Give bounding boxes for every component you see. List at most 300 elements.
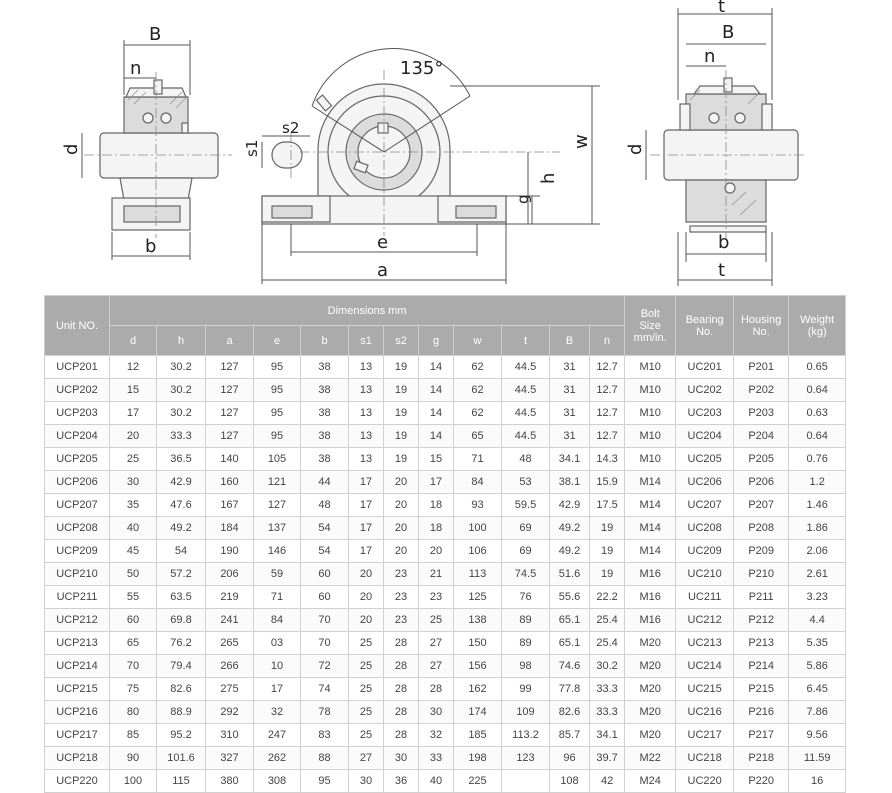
header-dimensions: Dimensions mm [110, 296, 625, 326]
table-cell: 72 [301, 655, 349, 678]
table-cell: M14 [625, 471, 676, 494]
table-cell: 16 [789, 770, 846, 793]
table-cell: 185 [454, 724, 502, 747]
table-cell: 78 [301, 701, 349, 724]
table-cell: 35 [110, 494, 157, 517]
table-cell: 113 [454, 563, 502, 586]
table-cell: P211 [734, 586, 789, 609]
table-cell: 127 [206, 425, 254, 448]
table-cell: 44.5 [502, 379, 550, 402]
table-cell: 60 [110, 609, 157, 632]
table-cell: 25 [349, 632, 384, 655]
table-cell: UC202 [676, 379, 734, 402]
table-cell: P212 [734, 609, 789, 632]
table-cell: 69 [502, 540, 550, 563]
table-cell: P204 [734, 425, 789, 448]
table-cell: 140 [206, 448, 254, 471]
table-cell: P220 [734, 770, 789, 793]
table-cell: 0.64 [789, 379, 846, 402]
table-cell: 125 [454, 586, 502, 609]
table-cell: 33.3 [157, 425, 206, 448]
table-cell: 51.6 [550, 563, 590, 586]
table-cell: 75 [110, 678, 157, 701]
table-cell: 49.2 [550, 540, 590, 563]
table-cell: 70 [301, 632, 349, 655]
table-cell: 25 [349, 724, 384, 747]
header-dim-h: h [157, 326, 206, 356]
table-cell: P208 [734, 517, 789, 540]
table-cell: UCP215 [45, 678, 110, 701]
table-cell: 03 [254, 632, 301, 655]
table-cell: 13 [349, 356, 384, 379]
table-cell: 3.23 [789, 586, 846, 609]
table-cell: 34.1 [550, 448, 590, 471]
table-cell: 127 [206, 402, 254, 425]
table-cell: UC209 [676, 540, 734, 563]
table-cell: P210 [734, 563, 789, 586]
table-cell: 60 [301, 563, 349, 586]
table-cell: P205 [734, 448, 789, 471]
table-cell: 90 [110, 747, 157, 770]
table-cell: 30 [419, 701, 454, 724]
table-cell: 25 [349, 701, 384, 724]
table-cell: 88 [301, 747, 349, 770]
table-cell: 11.59 [789, 747, 846, 770]
table-row [45, 563, 846, 586]
table-cell: M16 [625, 609, 676, 632]
table-cell: 28 [384, 701, 419, 724]
table-cell: UCP209 [45, 540, 110, 563]
table-cell: 30.2 [157, 356, 206, 379]
table-cell: M20 [625, 632, 676, 655]
table-cell: 15.9 [590, 471, 625, 494]
table-cell: 19 [384, 356, 419, 379]
label-d-right: d [625, 143, 646, 155]
table-cell: 82.6 [157, 678, 206, 701]
table-cell: 13 [349, 402, 384, 425]
table-cell: 19 [384, 448, 419, 471]
table-cell: M14 [625, 540, 676, 563]
table-cell: 127 [206, 356, 254, 379]
table-cell: M10 [625, 379, 676, 402]
table-cell: 77.8 [550, 678, 590, 701]
table-cell: 76.2 [157, 632, 206, 655]
label-t-top: t [718, 0, 726, 17]
table-cell: 48 [502, 448, 550, 471]
header-bolt-size-line2: Size [639, 319, 661, 332]
table-cell: 13 [349, 425, 384, 448]
header-housing-no-line1: Housing [740, 313, 782, 326]
table-cell: 70 [110, 655, 157, 678]
table-cell: 85.7 [550, 724, 590, 747]
table-cell: 162 [454, 678, 502, 701]
table-cell: 265 [206, 632, 254, 655]
table-cell: 79.4 [157, 655, 206, 678]
technical-drawing [0, 0, 892, 295]
table-cell: 7.86 [789, 701, 846, 724]
table-cell: 95 [254, 425, 301, 448]
table-cell: 38.1 [550, 471, 590, 494]
table-cell: 190 [206, 540, 254, 563]
table-cell: 69 [502, 517, 550, 540]
header-bearing-no-line1: Bearing [685, 313, 724, 326]
table-cell: P218 [734, 747, 789, 770]
table-cell: 17 [419, 471, 454, 494]
table-cell: P213 [734, 632, 789, 655]
table-cell: 17 [254, 678, 301, 701]
table-cell: UC206 [676, 471, 734, 494]
table-cell: 21 [419, 563, 454, 586]
table-cell: 13 [349, 448, 384, 471]
header-dim-B: B [550, 326, 590, 356]
table-cell: 18 [419, 494, 454, 517]
table-cell: 83 [301, 724, 349, 747]
table-cell: 38 [301, 379, 349, 402]
header-dim-e: e [254, 326, 301, 356]
table-cell: 106 [454, 540, 502, 563]
table-cell: 45 [110, 540, 157, 563]
table-row [45, 747, 846, 770]
table-cell: 101.6 [157, 747, 206, 770]
table-cell: 30 [110, 471, 157, 494]
table-cell: 33 [419, 747, 454, 770]
table-cell: 23 [384, 609, 419, 632]
table-cell: 327 [206, 747, 254, 770]
table-cell: 70 [301, 609, 349, 632]
right-side-view [625, 0, 806, 286]
table-cell: UCP218 [45, 747, 110, 770]
table-cell: 55.6 [550, 586, 590, 609]
table-cell: UCP207 [45, 494, 110, 517]
table-cell: 14 [419, 402, 454, 425]
table-cell: 30.2 [157, 402, 206, 425]
table-cell: 39.7 [590, 747, 625, 770]
table-cell: 38 [301, 356, 349, 379]
table-cell: 59.5 [502, 494, 550, 517]
table-cell: 127 [206, 379, 254, 402]
table-cell: 225 [454, 770, 502, 793]
table-cell: P202 [734, 379, 789, 402]
table-cell: 138 [454, 609, 502, 632]
table-row [45, 517, 846, 540]
table-row [45, 701, 846, 724]
table-cell: 127 [254, 494, 301, 517]
label-e: e [377, 232, 389, 253]
table-cell: 85 [110, 724, 157, 747]
table-cell: UC211 [676, 586, 734, 609]
label-b-right: b [718, 232, 730, 253]
table-cell: 47.6 [157, 494, 206, 517]
label-B-right: B [722, 22, 735, 43]
table-cell: 89 [502, 632, 550, 655]
table-row [45, 678, 846, 701]
table-cell: 380 [206, 770, 254, 793]
table-cell: 69.8 [157, 609, 206, 632]
label-d: d [61, 143, 82, 155]
table-cell: 19 [590, 563, 625, 586]
table-cell: 12.7 [590, 379, 625, 402]
table-cell: M20 [625, 678, 676, 701]
table-cell: UC216 [676, 701, 734, 724]
table-cell: M16 [625, 586, 676, 609]
table-cell: 27 [419, 655, 454, 678]
table-cell: 76 [502, 586, 550, 609]
table-cell: 34.1 [590, 724, 625, 747]
table-cell: 32 [254, 701, 301, 724]
table-cell: 38 [301, 402, 349, 425]
header-dim-s1: s1 [349, 326, 384, 356]
table-cell: 123 [502, 747, 550, 770]
label-angle: 135° [400, 58, 444, 79]
table-cell: UC205 [676, 448, 734, 471]
table-cell: 44 [301, 471, 349, 494]
table-cell: 310 [206, 724, 254, 747]
table-cell: 100 [110, 770, 157, 793]
table-cell: 42 [590, 770, 625, 793]
table-cell: 17 [349, 494, 384, 517]
table-cell: 25 [419, 609, 454, 632]
table-cell: 93 [454, 494, 502, 517]
table-cell: 15 [110, 379, 157, 402]
table-cell: 40 [419, 770, 454, 793]
table-cell: 12.7 [590, 402, 625, 425]
table-cell: 17 [110, 402, 157, 425]
table-cell: 184 [206, 517, 254, 540]
table-cell: 50 [110, 563, 157, 586]
header-dim-n: n [590, 326, 625, 356]
table-cell: 74 [301, 678, 349, 701]
table-cell: 42.9 [550, 494, 590, 517]
table-cell: 28 [384, 724, 419, 747]
table-cell: 113.2 [502, 724, 550, 747]
table-cell: 9.56 [789, 724, 846, 747]
table-cell: M10 [625, 425, 676, 448]
header-bolt-size [625, 296, 676, 356]
table-cell: 65 [454, 425, 502, 448]
label-n: n [130, 58, 142, 79]
table-cell: 95 [254, 379, 301, 402]
table-cell: 4.4 [789, 609, 846, 632]
table-cell: P214 [734, 655, 789, 678]
table-cell [502, 770, 550, 793]
table-cell: UCP217 [45, 724, 110, 747]
table-cell: UCP208 [45, 517, 110, 540]
table-cell: 62 [454, 402, 502, 425]
header-housing-no-line2: No. [752, 325, 770, 338]
table-cell: 14 [419, 379, 454, 402]
table-cell: 23 [419, 586, 454, 609]
table-cell: M20 [625, 724, 676, 747]
table-cell: 44.5 [502, 356, 550, 379]
table-cell: 0.76 [789, 448, 846, 471]
table-cell: 1.46 [789, 494, 846, 517]
table-cell: 275 [206, 678, 254, 701]
table-cell: 2.61 [789, 563, 846, 586]
front-view [243, 49, 600, 284]
table-cell: 262 [254, 747, 301, 770]
header-bolt-size-line1: Bolt [640, 307, 660, 320]
table-cell: 121 [254, 471, 301, 494]
table-cell: 31 [550, 425, 590, 448]
table-cell: 44.5 [502, 425, 550, 448]
table-cell: UCP216 [45, 701, 110, 724]
table-cell: 22.2 [590, 586, 625, 609]
table-cell: 12 [110, 356, 157, 379]
table-cell: 206 [206, 563, 254, 586]
table-cell: 33.3 [590, 701, 625, 724]
table-cell: 28 [384, 655, 419, 678]
table-cell: P207 [734, 494, 789, 517]
table-cell: 20 [110, 425, 157, 448]
table-cell: 84 [254, 609, 301, 632]
header-bolt-size-line3: mm/in. [633, 331, 667, 344]
header-weight-line2: (kg) [807, 325, 827, 338]
table-cell: UCP201 [45, 356, 110, 379]
table-cell: 82.6 [550, 701, 590, 724]
table-cell: 146 [254, 540, 301, 563]
table-cell: 266 [206, 655, 254, 678]
table-cell: 23 [384, 586, 419, 609]
table-cell: 54 [301, 517, 349, 540]
table-row [45, 586, 846, 609]
label-t-bottom: t [718, 260, 726, 281]
table-cell: 1.86 [789, 517, 846, 540]
table-cell: M10 [625, 448, 676, 471]
table-cell: 31 [550, 402, 590, 425]
table-cell: M10 [625, 402, 676, 425]
table-cell: 65 [110, 632, 157, 655]
label-b: b [145, 236, 157, 257]
table-cell: P215 [734, 678, 789, 701]
table-cell: 36 [384, 770, 419, 793]
table-cell: UC207 [676, 494, 734, 517]
header-dim-b: b [301, 326, 349, 356]
table-cell: 27 [419, 632, 454, 655]
table-cell: 108 [550, 770, 590, 793]
table-cell: 60 [301, 586, 349, 609]
table-cell: 25 [110, 448, 157, 471]
table-cell: 32 [419, 724, 454, 747]
table-cell: UC204 [676, 425, 734, 448]
table-cell: 308 [254, 770, 301, 793]
header-dim-d: d [110, 326, 157, 356]
label-s2: s2 [282, 119, 300, 137]
table-cell: UCP214 [45, 655, 110, 678]
label-s1: s1 [243, 139, 261, 157]
table-cell: 17 [349, 471, 384, 494]
table-cell: UCP210 [45, 563, 110, 586]
header-bearing-no [676, 296, 734, 356]
table-cell: 18 [419, 517, 454, 540]
table-cell: 28 [419, 678, 454, 701]
table-cell: UC214 [676, 655, 734, 678]
table-cell: 30 [349, 770, 384, 793]
table-cell: 38 [301, 448, 349, 471]
table-cell: 17 [349, 517, 384, 540]
table-row [45, 540, 846, 563]
label-a: a [377, 260, 389, 281]
table-row [45, 494, 846, 517]
left-side-view [61, 24, 232, 260]
table-cell: 14 [419, 356, 454, 379]
table-cell: 14.3 [590, 448, 625, 471]
table-cell: 19 [384, 402, 419, 425]
table-cell: 30.2 [590, 655, 625, 678]
table-cell: 31 [550, 356, 590, 379]
header-unit-no: Unit NO. [45, 296, 110, 356]
table-cell: 20 [384, 540, 419, 563]
table-cell: 19 [384, 425, 419, 448]
table-cell: UCP203 [45, 402, 110, 425]
table-cell: 53 [502, 471, 550, 494]
table-cell: 57.2 [157, 563, 206, 586]
table-cell: 100 [454, 517, 502, 540]
table-cell: 198 [454, 747, 502, 770]
table-cell: UCP202 [45, 379, 110, 402]
table-cell: P203 [734, 402, 789, 425]
table-cell: 59 [254, 563, 301, 586]
table-cell: UCP206 [45, 471, 110, 494]
table-row [45, 770, 846, 793]
table-cell: UC203 [676, 402, 734, 425]
table-row [45, 609, 846, 632]
table-cell: 71 [254, 586, 301, 609]
table-cell: 17 [349, 540, 384, 563]
table-cell: P216 [734, 701, 789, 724]
table-row [45, 655, 846, 678]
table-row [45, 425, 846, 448]
table-cell: 1.2 [789, 471, 846, 494]
table-cell: 19 [590, 517, 625, 540]
table-cell: 6.45 [789, 678, 846, 701]
table-cell: P217 [734, 724, 789, 747]
label-B: B [149, 24, 162, 45]
label-w: w [571, 134, 592, 149]
label-n-right: n [704, 46, 716, 67]
table-cell: M14 [625, 517, 676, 540]
label-g: g [514, 194, 532, 204]
table-cell: M16 [625, 563, 676, 586]
table-cell: UC218 [676, 747, 734, 770]
table-row [45, 632, 846, 655]
table-cell: 36.5 [157, 448, 206, 471]
header-dim-s2: s2 [384, 326, 419, 356]
table-cell: 30 [384, 747, 419, 770]
table-cell: 247 [254, 724, 301, 747]
table-cell: 54 [157, 540, 206, 563]
table-cell: 105 [254, 448, 301, 471]
table-cell: 174 [454, 701, 502, 724]
table-cell: 89 [502, 609, 550, 632]
table-body [45, 356, 846, 793]
table-cell: UC212 [676, 609, 734, 632]
table-cell: 40 [110, 517, 157, 540]
table-cell: P201 [734, 356, 789, 379]
table-cell: 25.4 [590, 632, 625, 655]
table-cell: 31 [550, 379, 590, 402]
table-cell: 95 [254, 402, 301, 425]
table-cell: 25.4 [590, 609, 625, 632]
table-cell: 33.3 [590, 678, 625, 701]
header-dim-g: g [419, 326, 454, 356]
table-cell: 20 [419, 540, 454, 563]
table-cell: 2.06 [789, 540, 846, 563]
table-cell: 156 [454, 655, 502, 678]
table-cell: 49.2 [157, 517, 206, 540]
table-cell: 19 [590, 540, 625, 563]
table-cell: 42.9 [157, 471, 206, 494]
table-cell: 99 [502, 678, 550, 701]
